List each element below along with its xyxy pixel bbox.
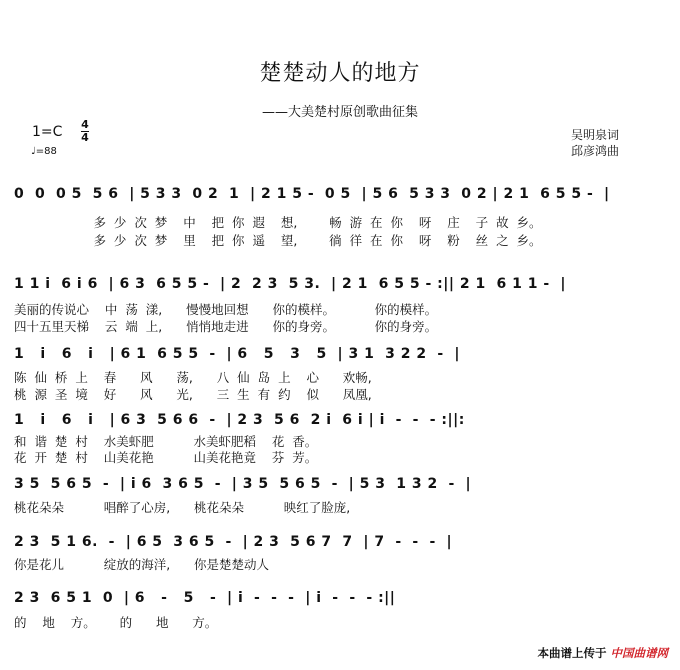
- notation-line-4: 1 i 6 i | 6 3 5 6 6 - | 2 3 5 6 2 i 6 i | i - - - :||:: [14, 412, 465, 428]
- tempo-marking: ♩=88: [31, 146, 57, 157]
- lyric-line-2-verse-2: 四十五里天梯 云 端 上, 悄悄地走进 你的身旁。 你的身旁。: [14, 319, 438, 334]
- subtitle: ——大美楚村原创歌曲征集: [261, 105, 418, 120]
- time-signature-top: 4: [81, 118, 89, 131]
- time-signature-bottom: 4: [81, 131, 89, 144]
- lyric-line-4-verse-1: 和 谐 楚 村 水美虾肥 水美虾肥稻 花 香。: [14, 434, 318, 449]
- lyric-line-2-verse-1: 美丽的传说心 中 荡 漾, 慢慢地回想 你的模样。 你的模样。: [14, 302, 438, 317]
- notation-line-1: 0 0 0 5 5 6 | 5 3 3 0 2 1 | 2 1 5 - 0 5 | 5 6 5 3 3 0 2 | 2 1 6 5 5 - |: [14, 186, 610, 202]
- footer-text: 本曲谱上传于: [537, 646, 607, 660]
- notation-line-5: 3 5 5 6 5 - | i 6 3 6 5 - | 3 5 5 6 5 - | 5 3 1 3 2 - |: [14, 476, 472, 492]
- notation-line-7: 2 3 6 5 1 0 | 6 - 5 - | i - - - | i - - - :||: [14, 590, 396, 606]
- page-title: 楚楚动人的地方: [259, 61, 421, 86]
- lyric-line-3-verse-1: 陈 仙 桥 上 春 风 荡, 八 仙 岛 上 心 欢畅,: [14, 370, 372, 385]
- lyric-line-7: 的 地 方。 的 地 方。: [14, 615, 218, 630]
- lyric-line-6: 你是花儿 绽放的海洋, 你是楚楚动人: [14, 557, 270, 572]
- lyric-line-3-verse-2: 桃 源 圣 境 好 风 光, 三 生 有 约 似 凤凰,: [14, 387, 372, 402]
- key-signature: 1=C: [32, 124, 63, 140]
- notation-line-2: 1 1 i 6 i 6 | 6 3 6 5 5 - | 2 2 3 5 3. | 2 1 6 5 5 - :|| 2 1 6 1 1 - |: [14, 276, 566, 292]
- time-signature: [81, 119, 89, 144]
- lyric-line-4-verse-2: 花 开 楚 村 山美花艳 山美花艳竟 芬 芳。: [14, 450, 318, 465]
- footer: [537, 645, 668, 661]
- lyric-line-1-verse-1: 多 少 次 梦 中 把 你 遐 想, 畅 游 在 你 呀 庄 子 故 乡。: [14, 215, 542, 230]
- notation-line-6: 2 3 5 1 6. - | 6 5 3 6 5 - | 2 3 5 6 7 7 | 7 - - - |: [14, 534, 453, 550]
- lyric-line-1-verse-2: 多 少 次 梦 里 把 你 遥 望, 徜 徉 在 你 呀 粉 丝 之 乡。: [14, 233, 542, 248]
- notation-line-3: 1 i 6 i | 6 1 6 5 5 - | 6 5 3 5 | 3 1 3 2 2 - |: [14, 346, 460, 362]
- lyric-line-5: 桃花朵朵 唱醉了心房, 桃花朵朵 映红了脸庞,: [14, 500, 351, 515]
- composer: 邱彦鸿曲: [571, 144, 620, 158]
- lyricist: 吴明泉词: [571, 128, 620, 142]
- site-logo[interactable]: 中国曲谱网: [610, 646, 668, 660]
